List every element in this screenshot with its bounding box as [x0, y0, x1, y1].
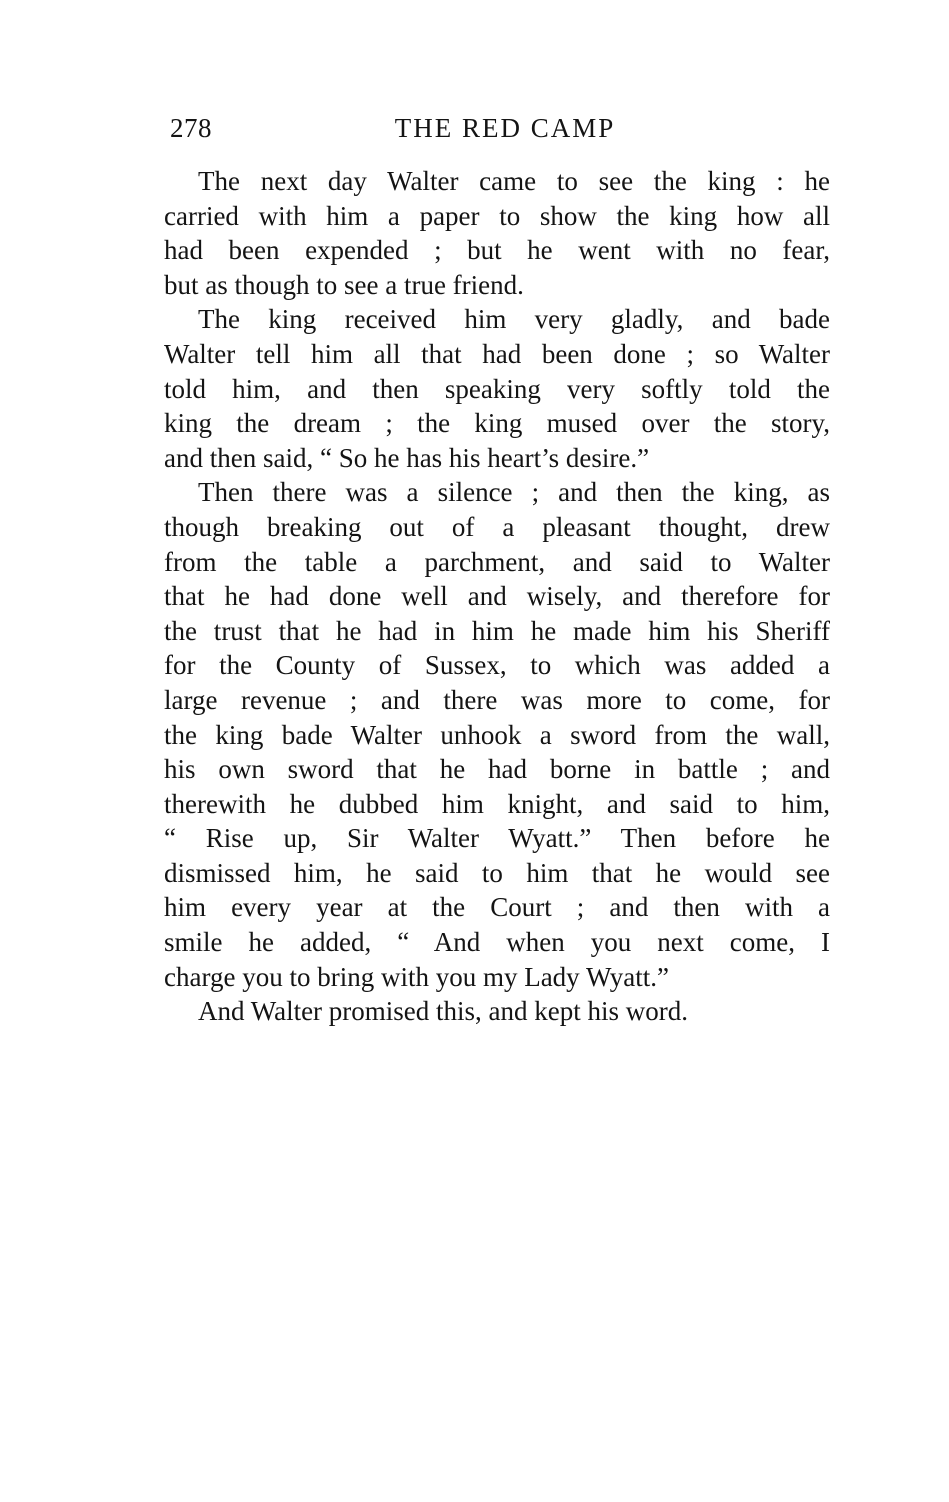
paragraph [164, 164, 830, 302]
text-line: therewith he dubbed him knight, and said to him, [164, 788, 830, 819]
text-line: The king received him very gladly, and bade [198, 304, 830, 335]
text-line: from the table a parchment, and said to Walter [164, 546, 830, 577]
text-line: him every year at the Court ; and then with a [164, 892, 830, 923]
text-line: charge you to bring with you my Lady Wyatt.” [164, 961, 670, 992]
text-line: large revenue ; and there was more to come, for [164, 684, 830, 715]
text-line: king the dream ; the king mused over the story, [164, 408, 830, 439]
text-line: And Walter promised this, and kept his word. [198, 996, 689, 1027]
text-line: The next day Walter came to see the king : he [198, 166, 830, 196]
text-line: the king bade Walter unhook a sword from the wall, [164, 719, 830, 750]
running-title: THE RED CAMP [394, 113, 616, 143]
body-text [164, 164, 830, 1029]
paragraph [164, 994, 830, 1029]
paragraph [164, 475, 830, 994]
text-line: carried with him a paper to show the king how all [164, 200, 830, 231]
text-line: had been expended ; but he went with no fear, [164, 235, 830, 266]
text-line: and then said, “ So he has his heart’s desire.” [164, 442, 650, 473]
text-line: told him, and then speaking very softly told the [164, 373, 830, 404]
text-line: his own sword that he had borne in battle ; and [164, 754, 830, 785]
paragraph [164, 302, 830, 475]
running-head [170, 108, 830, 148]
text-line: Then there was a silence ; and then the king, as [198, 477, 830, 508]
text-line: the trust that he had in him he made him his Sheriff [164, 615, 830, 646]
text-line: Walter tell him all that had been done ; so Walter [164, 338, 830, 369]
text-line: that he had done well and wisely, and therefore for [164, 581, 830, 612]
text-line: “ Rise up, Sir Walter Wyatt.” Then before he [164, 823, 830, 854]
page-number: 278 [170, 113, 212, 143]
text-line: but as though to see a true friend. [164, 269, 524, 300]
text-line: for the County of Sussex, to which was added a [164, 650, 830, 681]
text-line: smile he added, “ And when you next come, I [164, 927, 830, 958]
text-line: though breaking out of a pleasant thought, drew [164, 511, 830, 542]
text-line: dismissed him, he said to him that he would see [164, 857, 830, 888]
